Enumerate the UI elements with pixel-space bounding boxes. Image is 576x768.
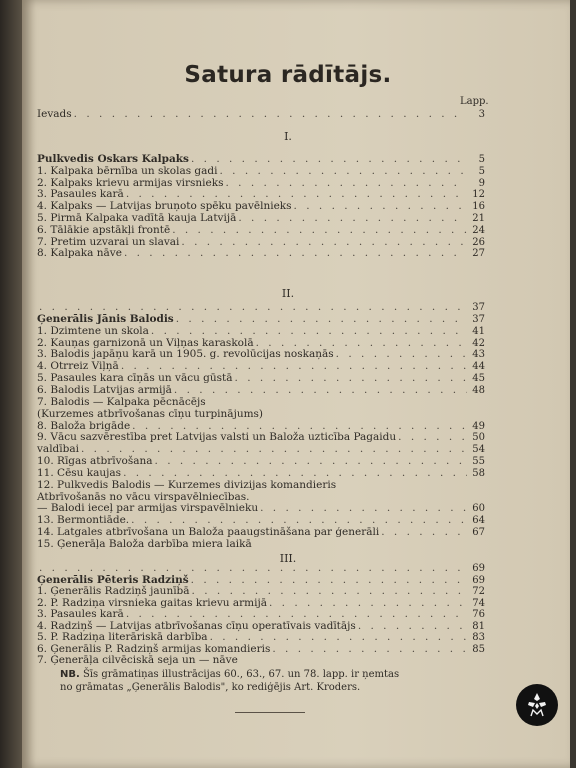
entry-title: 3. Pasaules karā	[37, 188, 124, 200]
footnote	[60, 668, 480, 694]
page-number: 83	[472, 632, 485, 643]
entry-title: 3. Pasaules karā	[37, 608, 124, 620]
entry-title: 11. Cēsu kaujas	[37, 467, 122, 479]
footnote-text-2: no grāmatas „Ģenerālis Balodis", ko rediģējis Art. Kroders.	[60, 682, 361, 693]
entry-title: Ģenerālis Jānis Balodis	[37, 313, 174, 325]
page-number: 16	[472, 201, 485, 212]
page-number: 67	[472, 527, 485, 538]
entry-title: 5. P. Radziņa literāriskā darbība	[37, 631, 208, 643]
entry-title: 8. Baloža brigāde	[37, 420, 131, 432]
page-number: 45	[472, 373, 485, 384]
entry-title: 2. Kauņas garnizonā un Viļņas karaskolā	[37, 337, 254, 349]
entry-title: 7. Ģenerāļa cilvēciskā seja un — nāve	[37, 654, 238, 666]
watermark-logo-icon	[516, 684, 558, 726]
toc-entry	[37, 538, 485, 551]
entry-title: 5. Pirmā Kalpaka vadītā kauja Latvijā	[37, 212, 237, 224]
page-number: 69	[472, 575, 485, 586]
page-number: 27	[472, 248, 485, 259]
entry-title: 1. Dzimtene un skola	[37, 325, 149, 337]
page-number: 58	[472, 468, 485, 479]
section-numeral: III.	[279, 552, 297, 565]
page-number: 74	[472, 598, 485, 609]
page-number: 5	[478, 166, 485, 177]
dot-leader	[124, 247, 467, 260]
toc-entry	[37, 654, 485, 667]
page-number: 50	[472, 432, 485, 443]
entry-title: 2. P. Radziņa virsnieka gaitas krievu armijā	[37, 597, 267, 609]
page-title: Satura rādītājs.	[184, 62, 392, 88]
entry-title: Ģenerālis Pēteris Radziņš	[37, 574, 189, 586]
page-number: 37	[472, 302, 485, 313]
entry-title: 4. Otrreiz Viļņā	[37, 360, 119, 372]
entry-title: 5. Pasaules kara cīņās un vācu gūstā	[37, 372, 233, 384]
page-number: 49	[472, 421, 485, 432]
entry-title: 6. Ģenerālis P. Radziņš armijas komandieris	[37, 643, 271, 655]
entry-title: 6. Balodis Latvijas armijā	[37, 384, 172, 396]
toc-entry-intro	[37, 108, 485, 121]
page-column-label: Lapp.	[460, 96, 489, 107]
page-number: 69	[472, 563, 485, 574]
page-number: 42	[472, 338, 485, 349]
section-numeral: I.	[284, 130, 292, 143]
page-number: 9	[478, 178, 485, 189]
entry-title: 14. Latgales atbrīvošana un Baloža paaugstināšana par ģenerāli	[37, 526, 380, 538]
page-number: 21	[472, 213, 485, 224]
page-number: 5	[478, 154, 485, 165]
entry-title: 2. Kalpaks krievu armijas virsnieks	[37, 177, 224, 189]
page-number: 44	[472, 361, 485, 372]
entry-title: 10. Rīgas atbrīvošana	[37, 455, 153, 467]
entry-title: Atbrīvošanās no vācu virspavēlniecības.	[37, 491, 250, 503]
page-number: 85	[472, 644, 485, 655]
entry-title: Pulkvedis Oskars Kalpaks	[37, 153, 189, 165]
page-number: 26	[472, 237, 485, 248]
entry-title: — Balodi ieceļ par armijas virspavēlnieku	[37, 502, 259, 514]
entry-title: 9. Vācu sazvērestība pret Latvijas valsti un Baloža uzticība Pagaidu	[37, 431, 397, 443]
entry-title: (Kurzemes atbrīvošanas cīņu turpinājums)	[37, 408, 264, 420]
section-numeral: II.	[281, 287, 295, 300]
entry-title: 8. Kalpaka nāve	[37, 247, 122, 259]
footnote-text: Šīs grāmatiņas illustrācijas 60., 63., 67. un 78. lapp. ir ņemtas	[82, 669, 400, 680]
page-number: 76	[472, 609, 485, 620]
entry-title: 4. Kalpaks — Latvijas bruņoto spēku pavēlnieks	[37, 200, 292, 212]
page-number: 60	[472, 503, 485, 514]
book-gutter	[0, 0, 22, 768]
dot-leader	[74, 108, 467, 121]
entry-title: 13. Bermontiāde.	[37, 514, 130, 526]
entry-title: 4. Radziņš — Latvijas atbrīvošanas cīņu operatīvais vadītājs	[37, 620, 356, 632]
page-number: 64	[472, 515, 485, 526]
page-number: 12	[472, 189, 485, 200]
divider	[235, 712, 305, 713]
entry-title: 6. Tālākie apstākļi frontē	[37, 224, 171, 236]
footnote-label: NB.	[60, 669, 80, 680]
page-number: 55	[472, 456, 485, 467]
page-number: 48	[472, 385, 485, 396]
page-number: 54	[472, 444, 485, 455]
page-number: 24	[472, 225, 485, 236]
toc-entry	[37, 247, 485, 260]
entry-title: 12. Pulkvedis Balodis — Kurzemes divizijas komandieris	[37, 479, 337, 491]
entry-title: 7. Pretim uzvarai un slavai	[37, 236, 180, 248]
entry-title: 15. Ģenerāļa Baloža darbība miera laikā	[37, 538, 252, 550]
page-number: 72	[472, 586, 485, 597]
entry-title: 3. Balodis japāņu karā un 1905. g. revolūcijas noskaņās	[37, 348, 334, 360]
entry-title: 1. Kalpaka bērnība un skolas gadi	[37, 165, 218, 177]
page-number: 43	[472, 349, 485, 360]
page-number: 81	[472, 621, 485, 632]
page-number: 37	[472, 314, 485, 325]
entry-title: valdībai	[37, 443, 79, 455]
entry-title: 7. Balodis — Kalpaka pēcnācējs	[37, 396, 206, 408]
entry-title: Ievads	[37, 108, 72, 120]
page-number: 3	[478, 109, 485, 120]
entry-title: 1. Ģenerālis Radziņš jaunībā	[37, 585, 190, 597]
page-number: 41	[472, 326, 485, 337]
